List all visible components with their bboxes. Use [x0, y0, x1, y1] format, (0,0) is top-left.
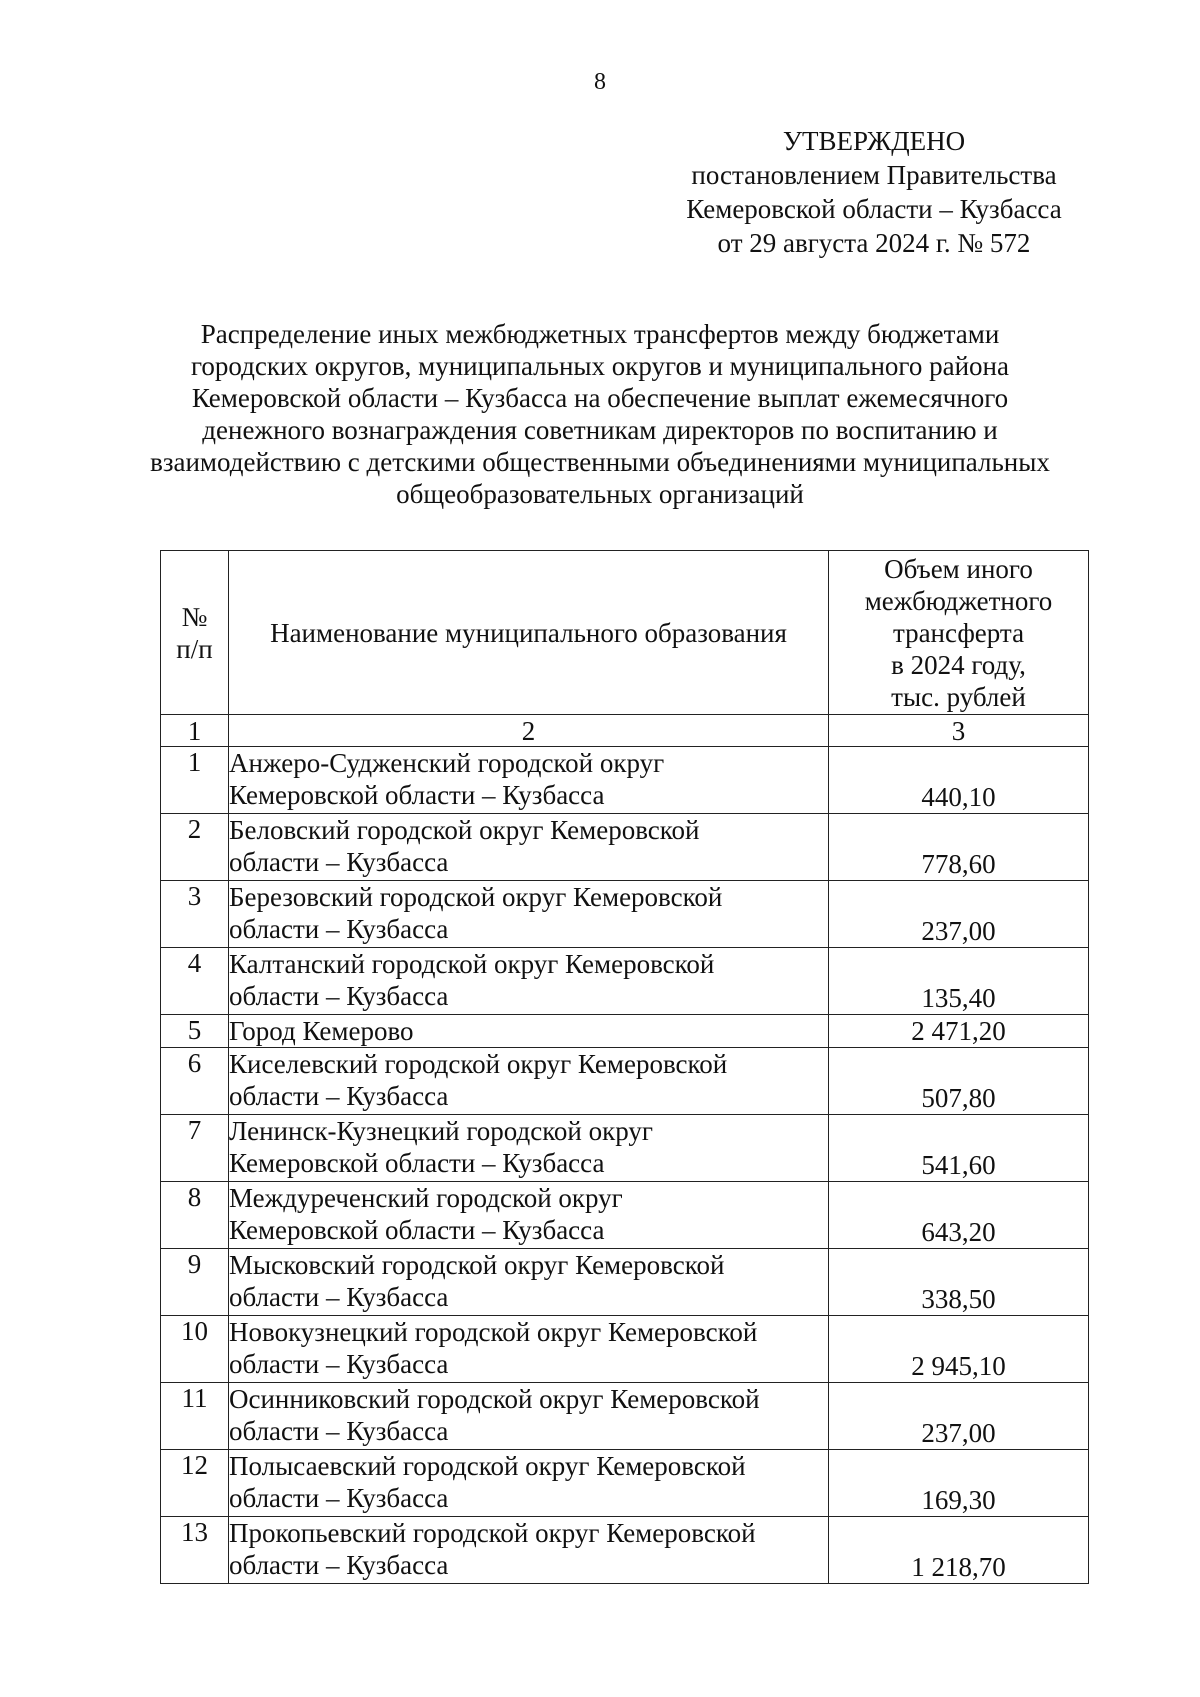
table-row: [161, 1316, 1089, 1383]
municipality-name-line: Новокузнецкий городской округ Кемеровской: [229, 1317, 758, 1347]
column-number: 3: [829, 715, 1089, 747]
municipality-name-line: области – Кузбасса: [229, 1282, 449, 1312]
approval-line: УТВЕРЖДЕНО: [782, 126, 966, 156]
table-row: [161, 1517, 1089, 1584]
approval-line: Кемеровской области – Кузбасса: [686, 194, 1062, 224]
municipality-name: [229, 747, 829, 814]
municipality-name: [229, 814, 829, 881]
row-number: 11: [161, 1383, 229, 1450]
header-value-line: межбюджетного: [864, 585, 1053, 616]
municipality-name-line: Ленинск-Кузнецкий городской округ: [229, 1116, 653, 1146]
municipality-name-line: области – Кузбасса: [229, 847, 449, 877]
header-name: Наименование муниципального образования: [229, 551, 829, 715]
header-number-line: п/п: [176, 633, 213, 664]
row-number: 13: [161, 1517, 229, 1584]
municipality-name-line: Березовский городской округ Кемеровской: [229, 882, 723, 912]
municipality-name-line: Кемеровской области – Кузбасса: [229, 1215, 605, 1245]
municipality-name: [229, 1015, 829, 1048]
row-number: 9: [161, 1249, 229, 1316]
title-line: взаимодействию с детскими общественными объединениями муниципальных: [150, 447, 1050, 477]
header-value-line: в 2024 году,: [891, 649, 1026, 680]
municipality-name-line: Междуреченский городской округ: [229, 1183, 623, 1213]
table-row: [161, 948, 1089, 1015]
header-number-line: №: [181, 601, 208, 632]
municipality-name-line: области – Кузбасса: [229, 1349, 449, 1379]
municipality-name-line: области – Кузбасса: [229, 914, 449, 944]
row-number: 3: [161, 881, 229, 948]
approval-stamp: [654, 124, 1094, 260]
column-numbers-row: [161, 715, 1089, 747]
table-row: [161, 1249, 1089, 1316]
table-row: [161, 1015, 1089, 1048]
municipality-name-line: Анжеро-Судженский городской округ: [229, 748, 665, 778]
municipality-name-line: Киселевский городской округ Кемеровской: [229, 1049, 728, 1079]
transfer-amount: 135,40: [829, 948, 1089, 1015]
row-number: 2: [161, 814, 229, 881]
title-line: денежного вознаграждения советникам директоров по воспитанию и: [202, 415, 998, 445]
table-row: [161, 747, 1089, 814]
row-number: 12: [161, 1450, 229, 1517]
municipality-name: [229, 1517, 829, 1584]
row-number: 6: [161, 1048, 229, 1115]
municipality-name: [229, 1115, 829, 1182]
distribution-table: [160, 550, 1089, 1584]
column-number: 1: [161, 715, 229, 747]
table-body: [161, 747, 1089, 1584]
municipality-name: [229, 948, 829, 1015]
municipality-name-line: Прокопьевский городской округ Кемеровской: [229, 1518, 756, 1548]
row-number: 1: [161, 747, 229, 814]
municipality-name: [229, 1450, 829, 1517]
municipality-name-line: области – Кузбасса: [229, 1416, 449, 1446]
table-row: [161, 881, 1089, 948]
transfer-amount: 237,00: [829, 881, 1089, 948]
transfer-amount: 2 471,20: [829, 1015, 1089, 1048]
row-number: 4: [161, 948, 229, 1015]
municipality-name: [229, 1048, 829, 1115]
municipality-name-line: Калтанский городской округ Кемеровской: [229, 949, 715, 979]
municipality-name: [229, 1182, 829, 1249]
municipality-name-line: Кемеровской области – Кузбасса: [229, 780, 605, 810]
transfer-amount: 237,00: [829, 1383, 1089, 1450]
transfer-amount: 643,20: [829, 1182, 1089, 1249]
title-line: Распределение иных межбюджетных трансфертов между бюджетами: [200, 319, 1000, 349]
transfer-amount: 169,30: [829, 1450, 1089, 1517]
row-number: 10: [161, 1316, 229, 1383]
municipality-name: [229, 881, 829, 948]
table-row: [161, 1115, 1089, 1182]
municipality-name-line: Беловский городской округ Кемеровской: [229, 815, 700, 845]
transfer-amount: 440,10: [829, 747, 1089, 814]
municipality-name-line: области – Кузбасса: [229, 981, 449, 1011]
table-row: [161, 1182, 1089, 1249]
municipality-name-line: Кемеровской области – Кузбасса: [229, 1148, 605, 1178]
header-value: [829, 551, 1089, 715]
title-line: Кемеровской области – Кузбасса на обеспечение выплат ежемесячного: [191, 383, 1009, 413]
municipality-name-line: области – Кузбасса: [229, 1081, 449, 1111]
table-row: [161, 1048, 1089, 1115]
transfer-amount: 2 945,10: [829, 1316, 1089, 1383]
header-value-line: тыс. рублей: [891, 681, 1026, 712]
transfer-amount: 1 218,70: [829, 1517, 1089, 1584]
transfer-amount: 507,80: [829, 1048, 1089, 1115]
municipality-name-line: Полысаевский городской округ Кемеровской: [229, 1451, 746, 1481]
table-header-row: [161, 551, 1089, 715]
column-number: 2: [229, 715, 829, 747]
row-number: 7: [161, 1115, 229, 1182]
approval-line: от 29 августа 2024 г. № 572: [717, 228, 1031, 258]
header-value-line: трансферта: [892, 617, 1025, 648]
transfer-amount: 778,60: [829, 814, 1089, 881]
municipality-name: [229, 1316, 829, 1383]
municipality-name-line: области – Кузбасса: [229, 1483, 449, 1513]
table-row: [161, 1450, 1089, 1517]
transfer-amount: 338,50: [829, 1249, 1089, 1316]
row-number: 8: [161, 1182, 229, 1249]
table-row: [161, 1383, 1089, 1450]
municipality-name-line: Мысковский городской округ Кемеровской: [229, 1250, 725, 1280]
municipality-name: [229, 1383, 829, 1450]
approval-line: постановлением Правительства: [691, 160, 1057, 190]
transfer-amount: 541,60: [829, 1115, 1089, 1182]
municipality-name-line: Город Кемерово: [229, 1016, 414, 1046]
header-value-line: Объем иного: [884, 553, 1033, 584]
title-line: общеобразовательных организаций: [396, 479, 804, 509]
municipality-name-line: области – Кузбасса: [229, 1550, 449, 1580]
municipality-name: [229, 1249, 829, 1316]
page-number: 8: [594, 69, 606, 95]
title-line: городских округов, муниципальных округов и муниципального района: [191, 351, 1009, 381]
table-row: [161, 814, 1089, 881]
row-number: 5: [161, 1015, 229, 1048]
municipality-name-line: Осинниковский городской округ Кемеровской: [229, 1384, 760, 1414]
document-title: [100, 318, 1100, 510]
header-number: [161, 551, 229, 715]
